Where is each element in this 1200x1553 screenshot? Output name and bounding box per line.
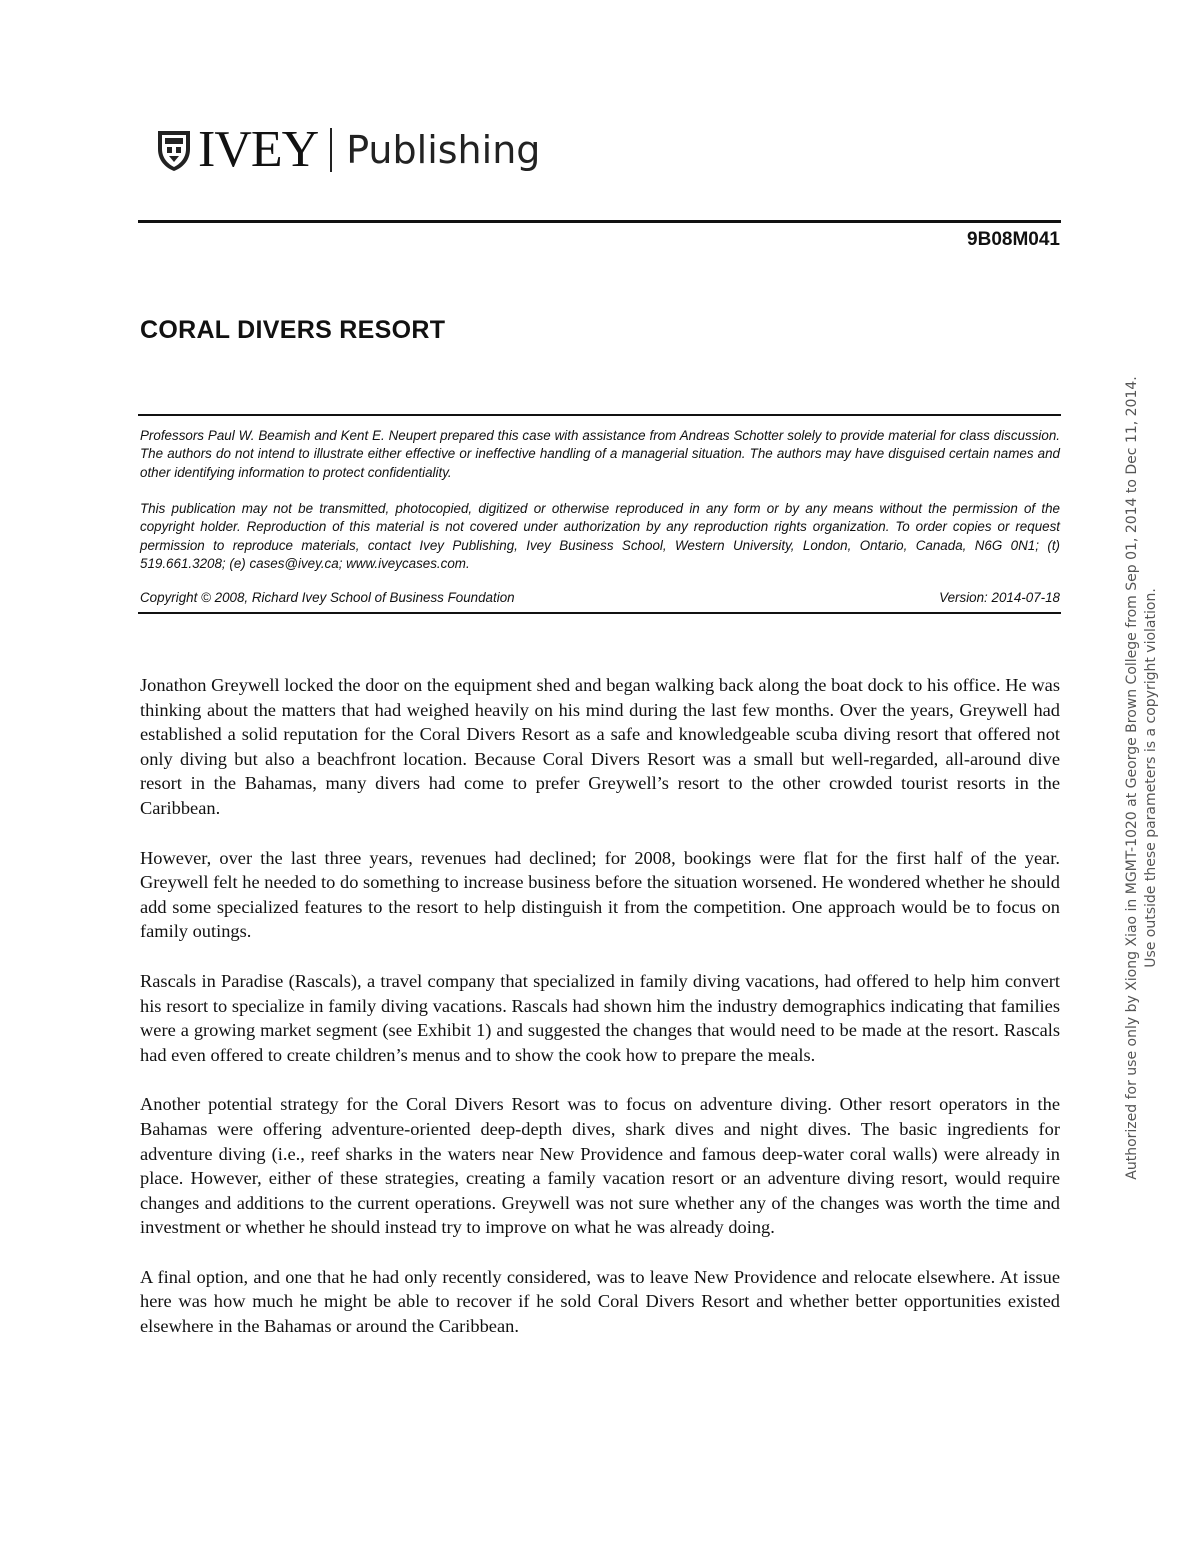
case-title: CORAL DIVERS RESORT (140, 316, 446, 344)
preface-bottom-rule (138, 612, 1061, 614)
body-paragraph: Rascals in Paradise (Rascals), a travel company that specialized in family diving vacations, had offered to help him convert his resort to specialize in family diving vacations. Rascals had shown him the industry demographics indicating that families were a growing market segment (see Exhibit 1) and suggested the changes that would need to be made at the resort. Rascals had even offered to create children’s menus and to show the cook how to prepare the meals. (140, 970, 1060, 1065)
logo-publishing-text: Publishing (346, 128, 541, 172)
case-number: 9B08M041 (967, 229, 1060, 250)
body-paragraph: Another potential strategy for the Coral Divers Resort was to focus on adventure diving. Other resort operators in the Bahamas were offering adventure-oriented deep-depth dives, shark dives and night dives. The basic ingredients for adventure diving (i.e., reef sharks in the waters near New Providence and famous deep-water coral walls) were already in place. However, either of these strategies, creating a family vacation resort or an adventure diving resort, would require changes and additions to the current operations. Greywell was not sure whether any of the changes was worth the time and investment or whether he should instead try to improve on what he was already doing. (140, 1094, 1060, 1238)
copyright-version-line (140, 589, 1060, 607)
watermark-line-1: Authorized for use only by Xiong Xiao in MGMT-1020 at George Brown College from Sep 01, 2014 to Dec 11, 2014. (1124, 376, 1140, 1180)
header-rule (138, 220, 1061, 223)
preface-top-rule (138, 414, 1061, 416)
version-text: Version: 2014-07-18 (939, 590, 1060, 605)
logo-divider (330, 128, 332, 172)
body-paragraph: However, over the last three years, revenues had declined; for 2008, bookings were flat for the first half of the year. Greywell felt he needed to do something to increase business before the situation worsened. He wondered whether he should add some specialized features to the resort to help distinguish it from the competition. One approach would be to focus on family outings. (140, 847, 1060, 942)
watermark-line-2: Use outside these parameters is a copyright violation. (1143, 588, 1159, 968)
copyright-notice: This publication may not be transmitted, photocopied, digitized or otherwise reproduced in any form or by any means without the permission of the copyright holder. Reproduction of this material is not covered under authorization by any reproduction rights organization. To order copies or request permission to reproduce materials, contact Ivey Publishing, Ivey Business School, Western University, London, Ontario, Canada, N6G 0N1; (t) 519.661.3208; (e) cases@ivey.ca; www.iveycases.com. (140, 501, 1060, 571)
copyright-text: Copyright © 2008, Richard Ivey School of Business Foundation (140, 590, 515, 605)
body-paragraph: Jonathon Greywell locked the door on the equipment shed and began walking back along the boat dock to his office. He was thinking about the matters that had weighed heavily on his mind during the last few months. Over the years, Greywell had established a solid reputation for the Coral Divers Resort as a safe and knowledgeable scuba diving resort that offered not only diving but also a beachfront location. Because Coral Divers Resort was a small but well-regarded, all-around dive resort in the Bahamas, many divers had come to prefer Greywell’s resort to the other crowded tourist resorts in the Caribbean. (140, 675, 1060, 818)
authorship-note: Professors Paul W. Beamish and Kent E. Neupert prepared this case with assistance from Andreas Schotter solely to provide material for class discussion. The authors do not intend to illustrate either effective or ineffective handling of a managerial situation. The authors may have disguised certain names and other identifying information to protect confidentiality. (140, 428, 1060, 480)
ivey-publishing-logo (156, 118, 540, 182)
shield-crest-icon (156, 127, 192, 173)
body-paragraph: A final option, and one that he had only recently considered, was to leave New Providence and relocate elsewhere. At issue here was how much he might be able to recover if he sold Coral Divers Resort and whether better opportunities existed elsewhere in the Bahamas or around the Caribbean. (140, 1266, 1060, 1337)
logo-wordmark: IVEY (198, 121, 319, 178)
case-body (140, 673, 1060, 1364)
